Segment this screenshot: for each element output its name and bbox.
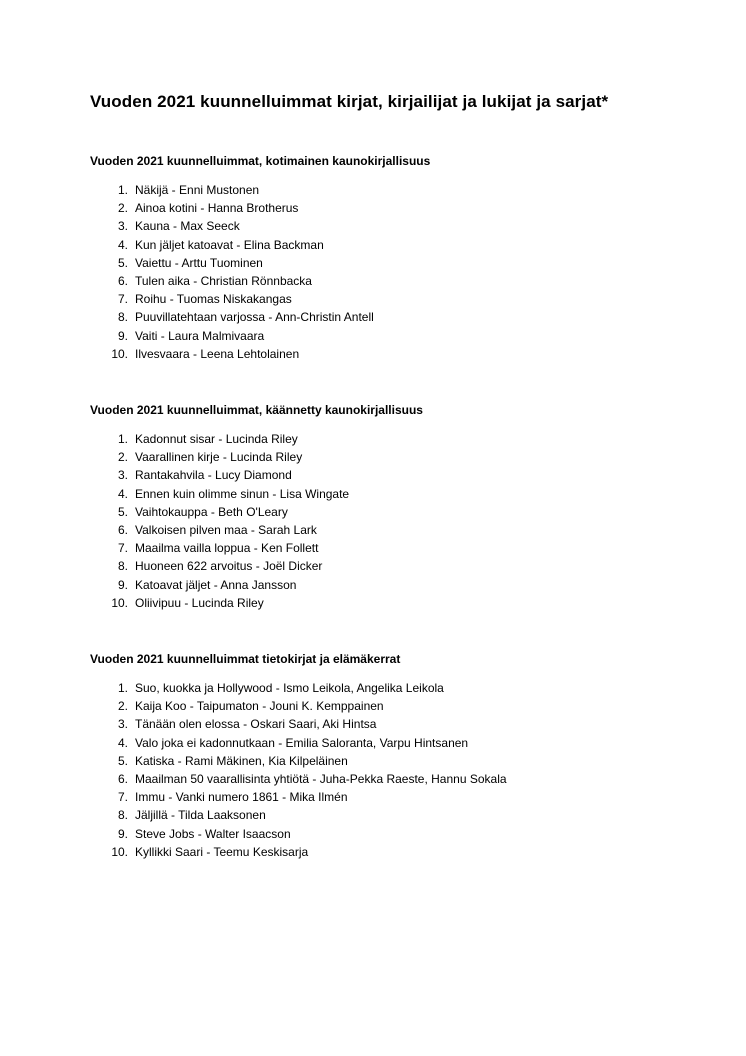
list-item [90,201,690,219]
list-item [90,468,690,486]
item-text: Oliivipuu - Lucinda Riley [135,595,264,610]
item-number: 5. [117,504,128,519]
item-text: Rantakahvila - Lucy Diamond [135,468,292,483]
section-heading: Vuoden 2021 kuunnelluimmat tietokirjat ja elämäkerrat [90,652,401,666]
item-text: Vaiti - Laura Malmivaara [135,328,265,343]
item-number: 8. [117,559,128,574]
item-text: Kadonnut sisar - Lucinda Riley [135,432,298,446]
list-item [90,347,690,365]
item-text: Ennen kuin olimme sinun - Lisa Wingate [135,486,350,501]
item-text: Kun jäljet katoavat - Elina Backman [135,237,324,252]
item-text: Vaihtokauppa - Beth O'Leary [135,504,288,519]
item-number: 5. [117,753,128,768]
item-number: 2. [117,699,128,714]
section-domestic-fiction [90,154,690,365]
item-text: Maailma vailla loppua - Ken Follett [135,541,319,556]
item-text: Katoavat jäljet - Anna Jansson [135,577,297,592]
item-text: Näkijä - Enni Mustonen [135,183,260,197]
item-text: Valo joka ei kadonnutkaan - Emilia Saloranta, Varpu Hintsanen [135,735,469,750]
item-number: 10. [111,844,128,859]
section-heading: Vuoden 2021 kuunnelluimmat, kotimainen kaunokirjallisuus [90,154,431,168]
list-item [90,487,690,505]
list-item [90,717,690,735]
document-title: Vuoden 2021 kuunnelluimmat kirjat, kirjailijat ja lukijat ja sarjat* [90,92,609,111]
list-item [90,699,690,717]
item-text: Steve Jobs - Walter Isaacson [135,826,291,841]
item-number: 1. [117,183,128,197]
list-item [90,772,690,790]
item-text: Puuvillatehtaan varjossa - Ann-Christin Antell [135,310,374,325]
item-number: 9. [117,826,128,841]
list-item [90,274,690,292]
item-number: 8. [117,808,128,823]
item-text: Immu - Vanki numero 1861 - Mika Ilmén [135,790,348,805]
item-number: 3. [117,717,128,732]
list-item [90,578,690,596]
item-number: 7. [117,790,128,805]
item-text: Suo, kuokka ja Hollywood - Ismo Leikola, Angelika Leikola [135,681,444,695]
list-item [90,827,690,845]
list-item [90,523,690,541]
item-text: Vaarallinen kirje - Lucinda Riley [135,450,303,465]
item-number: 4. [117,237,128,252]
item-number: 2. [117,201,128,216]
item-number: 7. [117,541,128,556]
item-number: 1. [117,432,128,446]
item-text: Tulen aika - Christian Rönnbacka [135,273,312,288]
item-number: 6. [117,273,128,288]
item-text: Kaija Koo - Taipumaton - Jouni K. Kemppainen [135,699,384,714]
list-item [90,681,690,699]
list-item [90,754,690,772]
item-number: 9. [117,577,128,592]
item-text: Kauna - Max Seeck [135,219,240,234]
list-item [90,845,690,863]
item-number: 10. [111,595,128,610]
section-translated-fiction [90,403,690,614]
list-item [90,256,690,274]
list-item [90,310,690,328]
list-item [90,736,690,754]
ranked-list [90,432,690,614]
ranked-list [90,183,690,365]
list-item [90,183,690,201]
item-number: 4. [117,735,128,750]
list-item [90,596,690,614]
list-item [90,450,690,468]
list-item [90,505,690,523]
list-item [90,541,690,559]
item-text: Katiska - Rami Mäkinen, Kia Kilpeläinen [135,753,348,768]
list-item [90,238,690,256]
item-number: 1. [117,681,128,695]
item-number: 6. [117,771,128,786]
section-nonfiction-biographies [90,652,690,863]
item-text: Ainoa kotini - Hanna Brotherus [135,201,299,216]
item-number: 6. [117,522,128,537]
item-text: Maailman 50 vaarallisinta yhtiötä - Juha-Pekka Raeste, Hannu Sokala [135,771,507,786]
list-item [90,559,690,577]
item-number: 2. [117,450,128,465]
item-number: 7. [117,292,128,307]
item-text: Jäljillä - Tilda Laaksonen [135,808,266,823]
list-item [90,329,690,347]
item-text: Ilvesvaara - Leena Lehtolainen [135,346,300,361]
list-item [90,790,690,808]
item-number: 8. [117,310,128,325]
ranked-list [90,681,690,863]
item-number: 10. [111,346,128,361]
item-text: Huoneen 622 arvoitus - Joël Dicker [135,559,323,574]
item-text: Vaiettu - Arttu Tuominen [135,255,263,270]
item-text: Valkoisen pilven maa - Sarah Lark [135,522,317,537]
list-item [90,808,690,826]
item-number: 9. [117,328,128,343]
item-number: 5. [117,255,128,270]
item-number: 3. [117,219,128,234]
item-text: Tänään olen elossa - Oskari Saari, Aki Hintsa [135,717,377,732]
item-number: 4. [117,486,128,501]
item-text: Kyllikki Saari - Teemu Keskisarja [135,844,309,859]
section-heading: Vuoden 2021 kuunnelluimmat, käännetty kaunokirjallisuus [90,403,423,417]
item-number: 3. [117,468,128,483]
list-item [90,432,690,450]
list-item [90,219,690,237]
list-item [90,292,690,310]
item-text: Roihu - Tuomas Niskakangas [135,292,292,307]
